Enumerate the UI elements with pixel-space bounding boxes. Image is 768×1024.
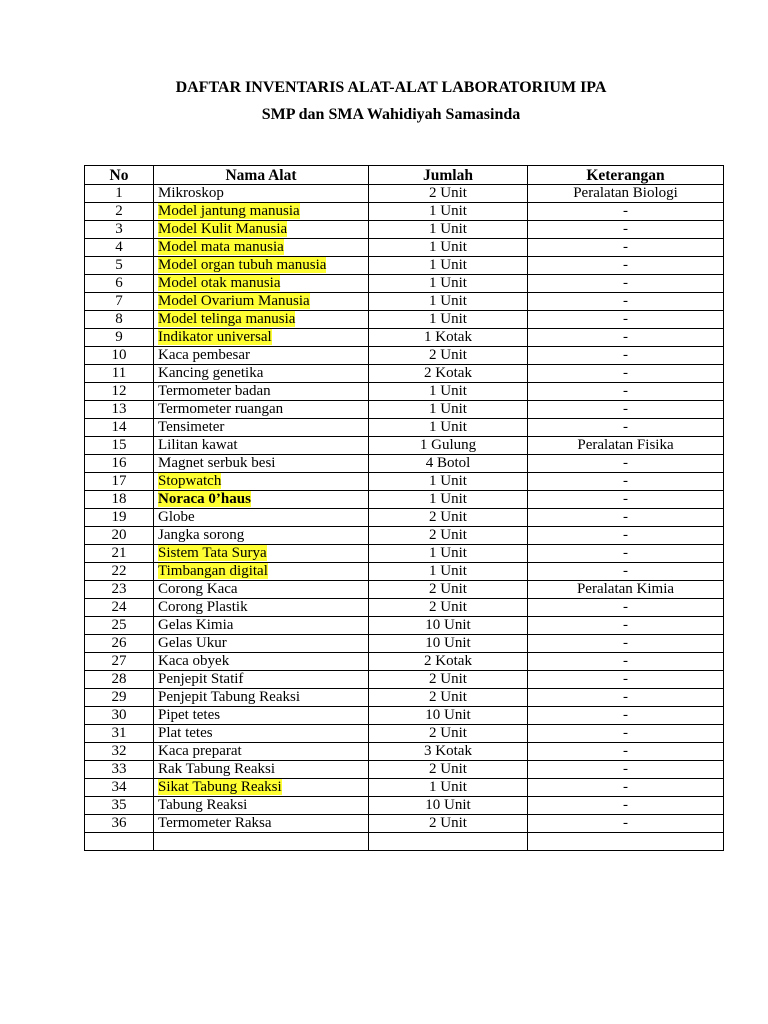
table-row — [85, 257, 724, 275]
item-name: Mikroskop — [158, 185, 224, 201]
row-number: 21 — [85, 545, 154, 563]
item-quantity: 2 Kotak — [369, 653, 528, 671]
item-note: - — [528, 455, 724, 473]
item-quantity: 1 Unit — [369, 293, 528, 311]
item-note: Peralatan Fisika — [528, 437, 724, 455]
table-row — [85, 581, 724, 599]
item-name-cell — [154, 185, 369, 203]
item-name-cell — [154, 347, 369, 365]
item-name-cell — [154, 203, 369, 221]
item-note: - — [528, 365, 724, 383]
item-note: - — [528, 401, 724, 419]
item-note: - — [528, 743, 724, 761]
item-name-cell — [154, 581, 369, 599]
item-note: - — [528, 797, 724, 815]
item-name-cell — [154, 815, 369, 833]
row-number: 16 — [85, 455, 154, 473]
row-number: 32 — [85, 743, 154, 761]
table-row — [85, 311, 724, 329]
row-number: 2 — [85, 203, 154, 221]
item-name: Globe — [158, 509, 195, 525]
table-row — [85, 293, 724, 311]
item-note: - — [528, 509, 724, 527]
row-number: 36 — [85, 815, 154, 833]
table-row — [85, 617, 724, 635]
item-quantity: 2 Unit — [369, 689, 528, 707]
row-number: 19 — [85, 509, 154, 527]
table-row — [85, 797, 724, 815]
item-name: Rak Tabung Reaksi — [158, 761, 275, 777]
item-quantity: 2 Unit — [369, 599, 528, 617]
item-note: - — [528, 527, 724, 545]
item-quantity: 10 Unit — [369, 707, 528, 725]
row-number: 10 — [85, 347, 154, 365]
column-header-qty: Jumlah — [369, 166, 528, 185]
item-name: Plat tetes — [158, 725, 213, 741]
item-quantity: 10 Unit — [369, 617, 528, 635]
item-name: Model otak manusia — [158, 275, 281, 291]
empty-cell — [85, 833, 154, 851]
row-number: 11 — [85, 365, 154, 383]
item-name: Termometer Raksa — [158, 815, 272, 831]
row-number: 15 — [85, 437, 154, 455]
item-name-cell — [154, 455, 369, 473]
item-note: - — [528, 689, 724, 707]
table-row — [85, 671, 724, 689]
item-note: - — [528, 491, 724, 509]
item-name-cell — [154, 275, 369, 293]
item-name-cell — [154, 491, 369, 509]
column-header-name: Nama Alat — [154, 166, 369, 185]
item-note: - — [528, 311, 724, 329]
item-quantity: 4 Botol — [369, 455, 528, 473]
row-number: 33 — [85, 761, 154, 779]
item-quantity: 2 Unit — [369, 581, 528, 599]
item-note: - — [528, 239, 724, 257]
item-name: Termometer badan — [158, 383, 271, 399]
table-row — [85, 347, 724, 365]
item-name: Sistem Tata Surya — [158, 545, 267, 561]
item-name: Corong Kaca — [158, 581, 238, 597]
item-name-cell — [154, 437, 369, 455]
item-quantity: 2 Unit — [369, 761, 528, 779]
row-number: 30 — [85, 707, 154, 725]
item-name-cell — [154, 689, 369, 707]
row-number: 24 — [85, 599, 154, 617]
row-number: 17 — [85, 473, 154, 491]
item-note: Peralatan Biologi — [528, 185, 724, 203]
empty-table-row — [85, 833, 724, 851]
item-name: Kancing genetika — [158, 365, 264, 381]
row-number: 1 — [85, 185, 154, 203]
item-name-cell — [154, 563, 369, 581]
table-row — [85, 239, 724, 257]
item-quantity: 2 Unit — [369, 347, 528, 365]
item-name: Lilitan kawat — [158, 437, 238, 453]
item-name: Timbangan digital — [158, 563, 268, 579]
item-name-cell — [154, 545, 369, 563]
row-number: 5 — [85, 257, 154, 275]
item-name-cell — [154, 401, 369, 419]
item-note: - — [528, 815, 724, 833]
inventory-table — [84, 165, 724, 851]
row-number: 28 — [85, 671, 154, 689]
item-note: - — [528, 347, 724, 365]
item-quantity: 1 Unit — [369, 419, 528, 437]
empty-cell — [528, 833, 724, 851]
item-quantity: 1 Unit — [369, 275, 528, 293]
item-quantity: 2 Unit — [369, 185, 528, 203]
row-number: 23 — [85, 581, 154, 599]
item-note: - — [528, 653, 724, 671]
item-quantity: 2 Unit — [369, 725, 528, 743]
item-note: - — [528, 599, 724, 617]
item-name: Penjepit Statif — [158, 671, 244, 687]
row-number: 6 — [85, 275, 154, 293]
item-name: Corong Plastik — [158, 599, 248, 615]
item-note: - — [528, 221, 724, 239]
item-name: Model jantung manusia — [158, 203, 300, 219]
row-number: 14 — [85, 419, 154, 437]
item-note: - — [528, 635, 724, 653]
table-row — [85, 689, 724, 707]
item-name: Model Ovarium Manusia — [158, 293, 310, 309]
row-number: 18 — [85, 491, 154, 509]
row-number: 31 — [85, 725, 154, 743]
item-quantity: 1 Unit — [369, 203, 528, 221]
table-row — [85, 329, 724, 347]
item-quantity: 1 Unit — [369, 239, 528, 257]
item-name: Termometer ruangan — [158, 401, 284, 417]
document-subtitle: SMP dan SMA Wahidiyah Samasinda — [261, 106, 521, 123]
table-row — [85, 383, 724, 401]
item-quantity: 2 Kotak — [369, 365, 528, 383]
row-number: 22 — [85, 563, 154, 581]
table-row — [85, 545, 724, 563]
item-note: - — [528, 473, 724, 491]
item-quantity: 1 Unit — [369, 491, 528, 509]
item-note: - — [528, 671, 724, 689]
row-number: 7 — [85, 293, 154, 311]
table-row — [85, 275, 724, 293]
item-name-cell — [154, 725, 369, 743]
table-body — [85, 185, 724, 851]
item-note: Peralatan Kimia — [528, 581, 724, 599]
item-name-cell — [154, 743, 369, 761]
item-name-cell — [154, 509, 369, 527]
table-row — [85, 437, 724, 455]
column-header-no: No — [85, 166, 154, 185]
item-name-cell — [154, 311, 369, 329]
item-quantity: 2 Unit — [369, 671, 528, 689]
item-name-cell — [154, 707, 369, 725]
item-name-cell — [154, 293, 369, 311]
item-note: - — [528, 545, 724, 563]
item-quantity: 1 Unit — [369, 401, 528, 419]
table-row — [85, 779, 724, 797]
item-note: - — [528, 617, 724, 635]
item-quantity: 2 Unit — [369, 815, 528, 833]
row-number: 4 — [85, 239, 154, 257]
item-name: Stopwatch — [158, 473, 222, 489]
table-row — [85, 761, 724, 779]
empty-cell — [154, 833, 369, 851]
row-number: 12 — [85, 383, 154, 401]
row-number: 20 — [85, 527, 154, 545]
table-row — [85, 635, 724, 653]
item-name-cell — [154, 383, 369, 401]
item-name: Indikator universal — [158, 329, 272, 345]
item-quantity: 1 Gulung — [369, 437, 528, 455]
item-note: - — [528, 779, 724, 797]
item-name: Magnet serbuk besi — [158, 455, 276, 471]
table-row — [85, 725, 724, 743]
table-row — [85, 509, 724, 527]
item-name: Kaca pembesar — [158, 347, 251, 363]
item-quantity: 1 Unit — [369, 563, 528, 581]
item-quantity: 2 Unit — [369, 509, 528, 527]
document-title: DAFTAR INVENTARIS ALAT-ALAT LABORATORIUM IPA — [175, 79, 607, 96]
table-row — [85, 563, 724, 581]
item-name-cell — [154, 221, 369, 239]
item-note: - — [528, 257, 724, 275]
item-name: Tabung Reaksi — [158, 797, 248, 813]
empty-cell — [369, 833, 528, 851]
row-number: 35 — [85, 797, 154, 815]
table-row — [85, 473, 724, 491]
row-number: 13 — [85, 401, 154, 419]
item-quantity: 10 Unit — [369, 797, 528, 815]
table-header-row — [85, 166, 724, 185]
item-quantity: 3 Kotak — [369, 743, 528, 761]
item-name-cell — [154, 671, 369, 689]
item-name-cell — [154, 779, 369, 797]
item-name-cell — [154, 617, 369, 635]
column-header-note: Keterangan — [528, 166, 724, 185]
item-name: Kaca obyek — [158, 653, 230, 669]
item-quantity: 1 Unit — [369, 383, 528, 401]
item-name: Model Kulit Manusia — [158, 221, 288, 237]
row-number: 26 — [85, 635, 154, 653]
table-row — [85, 653, 724, 671]
item-name: Noraca 0’haus — [158, 491, 251, 507]
row-number: 27 — [85, 653, 154, 671]
item-quantity: 1 Unit — [369, 311, 528, 329]
item-name: Gelas Ukur — [158, 635, 227, 651]
table-row — [85, 203, 724, 221]
item-name-cell — [154, 419, 369, 437]
item-quantity: 1 Unit — [369, 545, 528, 563]
item-name-cell — [154, 599, 369, 617]
item-name: Penjepit Tabung Reaksi — [158, 689, 300, 705]
table-row — [85, 221, 724, 239]
table-row — [85, 365, 724, 383]
table-row — [85, 815, 724, 833]
item-name-cell — [154, 329, 369, 347]
item-note: - — [528, 563, 724, 581]
item-quantity: 2 Unit — [369, 527, 528, 545]
table-row — [85, 185, 724, 203]
table-row — [85, 599, 724, 617]
item-name-cell — [154, 635, 369, 653]
row-number: 34 — [85, 779, 154, 797]
item-note: - — [528, 329, 724, 347]
item-quantity: 1 Unit — [369, 779, 528, 797]
item-note: - — [528, 725, 724, 743]
item-quantity: 10 Unit — [369, 635, 528, 653]
item-name: Pipet tetes — [158, 707, 221, 723]
table-row — [85, 491, 724, 509]
item-quantity: 1 Unit — [369, 257, 528, 275]
item-note: - — [528, 275, 724, 293]
row-number: 9 — [85, 329, 154, 347]
item-note: - — [528, 707, 724, 725]
item-name-cell — [154, 365, 369, 383]
table-row — [85, 743, 724, 761]
item-name: Sikat Tabung Reaksi — [158, 779, 282, 795]
item-name: Tensimeter — [158, 419, 225, 435]
item-name-cell — [154, 797, 369, 815]
item-quantity: 1 Unit — [369, 221, 528, 239]
item-note: - — [528, 293, 724, 311]
item-quantity: 1 Unit — [369, 473, 528, 491]
item-name: Gelas Kimia — [158, 617, 234, 633]
item-name: Model organ tubuh manusia — [158, 257, 327, 273]
item-name-cell — [154, 257, 369, 275]
table-row — [85, 707, 724, 725]
table-row — [85, 401, 724, 419]
item-name: Kaca preparat — [158, 743, 242, 759]
item-name-cell — [154, 473, 369, 491]
item-name: Model mata manusia — [158, 239, 284, 255]
item-note: - — [528, 383, 724, 401]
item-quantity: 1 Kotak — [369, 329, 528, 347]
row-number: 3 — [85, 221, 154, 239]
item-name-cell — [154, 239, 369, 257]
item-note: - — [528, 419, 724, 437]
item-note: - — [528, 203, 724, 221]
table-row — [85, 527, 724, 545]
item-name: Model telinga manusia — [158, 311, 296, 327]
table-row — [85, 419, 724, 437]
item-name-cell — [154, 761, 369, 779]
item-name: Jangka sorong — [158, 527, 245, 543]
item-name-cell — [154, 653, 369, 671]
item-name-cell — [154, 527, 369, 545]
item-note: - — [528, 761, 724, 779]
table-row — [85, 455, 724, 473]
row-number: 8 — [85, 311, 154, 329]
row-number: 29 — [85, 689, 154, 707]
row-number: 25 — [85, 617, 154, 635]
